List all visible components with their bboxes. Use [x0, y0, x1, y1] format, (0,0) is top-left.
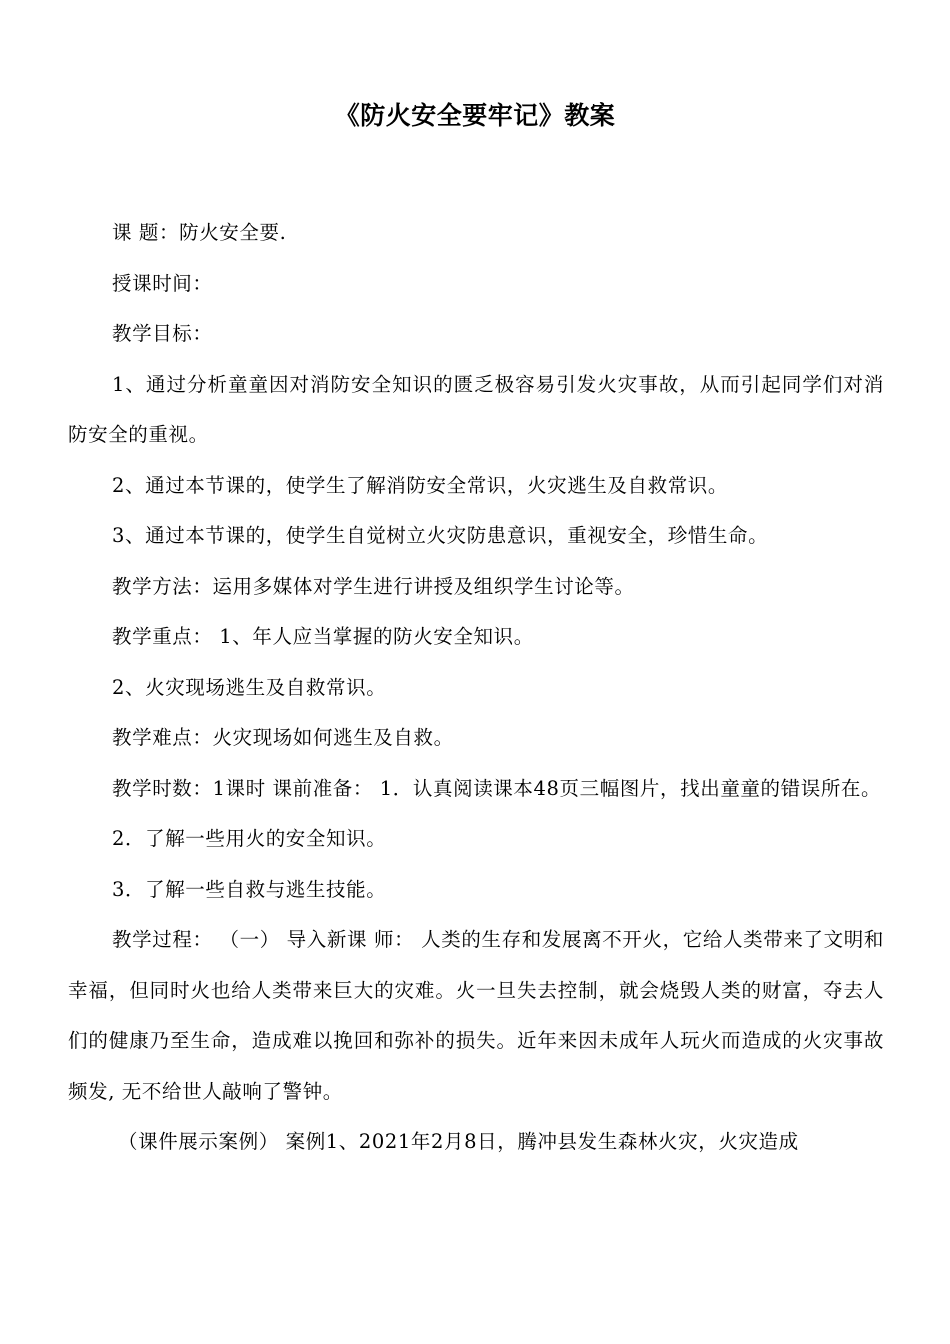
document-body	[68, 208, 884, 1168]
paragraph-objective-3: 3、通过本节课的，使学生自觉树立火灾防患意识，重视安全，珍惜生命。	[112, 524, 769, 547]
paragraph-objectives-heading: 教学目标：	[112, 322, 213, 345]
paragraph-key-point-2: 2、火灾现场逃生及自救常识。	[112, 675, 387, 699]
paragraph-topic: 课 题：防火安全要.	[112, 221, 287, 244]
paragraph-objective-1: 1、通过分析童童因对消防安全知识的匮乏极容易引发火灾事故，从而引起同学们对消防安全的重视。	[68, 372, 884, 446]
paragraph-process: 教学过程： （一） 导入新课 师： 人类的生存和发展离不开火，它给人类带来了文明和幸福，但同时火也给人类带来巨大的灾难。火一旦失去控制，就会烧毁人类的财富，夺去人们的健康乃至生命，造成难以挽回和弥补的损失。近年来因未成年人玩火而造成的火灾事故频发, 无不给世人敲响了警钟。	[68, 928, 884, 1103]
paragraph-hours-preparation: 教学时数：1课时 课前准备： 1．认真阅读课本48页三幅图片，找出童童的错误所在。	[112, 776, 882, 800]
paragraph-difficulty: 教学难点：火灾现场如何逃生及自救。	[112, 726, 454, 749]
paragraph-case: （课件展示案例） 案例1、2021年2月8日，腾冲县发生森林火灾，火灾造成	[118, 1130, 799, 1153]
paragraph-key-points: 教学重点： 1、年人应当掌握的防火安全知识。	[112, 625, 534, 648]
document-title: 《防火安全要牢记》教案	[334, 101, 616, 130]
paragraph-class-time: 授课时间：	[112, 271, 213, 295]
paragraph-method: 教学方法：运用多媒体对学生进行讲授及组织学生讨论等。	[112, 574, 635, 598]
paragraph-preparation-3: 3．了解一些自救与逃生技能。	[112, 877, 387, 901]
paragraph-objective-2: 2、通过本节课的，使学生了解消防安全常识，火灾逃生及自救常识。	[112, 473, 729, 497]
paragraph-preparation-2: 2．了解一些用火的安全知识。	[112, 827, 387, 850]
